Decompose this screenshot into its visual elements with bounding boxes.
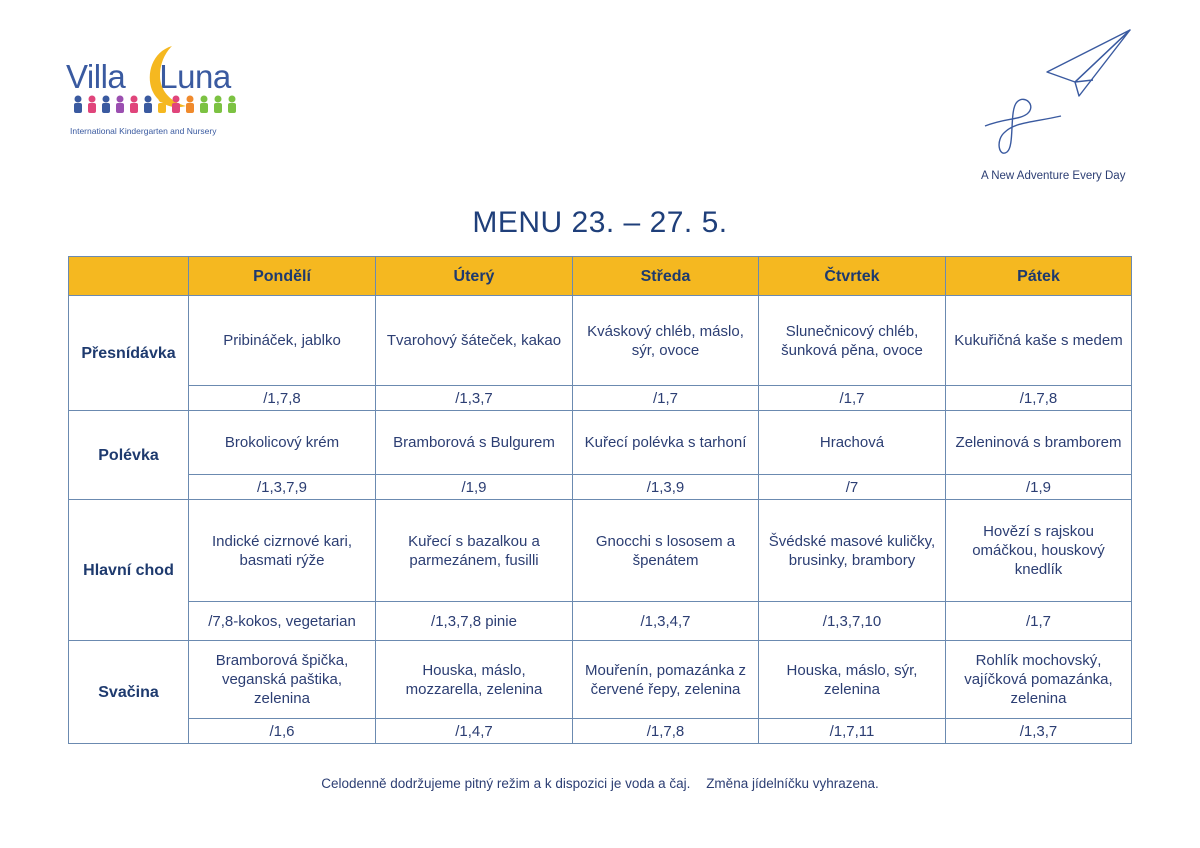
meal-cell: Pribináček, jablko bbox=[189, 296, 376, 386]
allergen-cell: /1,7 bbox=[946, 602, 1132, 641]
allergen-cell: /1,7 bbox=[573, 386, 759, 411]
footer-drinking-note: Celodenně dodržujeme pitný režim a k dispozici je voda a čaj. bbox=[321, 776, 691, 791]
row-label: Svačina bbox=[69, 641, 189, 744]
meal-cell: Kuřecí polévka s tarhoní bbox=[573, 411, 759, 475]
meal-cell: Tvarohový šáteček, kakao bbox=[376, 296, 573, 386]
meal-row bbox=[69, 641, 1132, 719]
meal-cell: Houska, máslo, sýr, zelenina bbox=[759, 641, 946, 719]
meal-cell: Bramborová špička, veganská paštika, zelenina bbox=[189, 641, 376, 719]
allergen-cell: /7,8-kokos, vegetarian bbox=[189, 602, 376, 641]
allergen-cell: /1,4,7 bbox=[376, 719, 573, 744]
footer-change-note: Změna jídelníčku vyhrazena. bbox=[706, 776, 879, 791]
allergen-row bbox=[69, 719, 1132, 744]
logo-word-luna: Luna bbox=[159, 58, 231, 95]
day-header: Pondělí bbox=[189, 257, 376, 296]
tagline: A New Adventure Every Day bbox=[981, 170, 1126, 182]
meal-row bbox=[69, 296, 1132, 386]
allergen-row bbox=[69, 602, 1132, 641]
allergen-cell: /1,3,7,10 bbox=[759, 602, 946, 641]
row-label: Hlavní chod bbox=[69, 500, 189, 641]
allergen-cell: /1,3,7 bbox=[946, 719, 1132, 744]
day-header: Úterý bbox=[376, 257, 573, 296]
allergen-cell: /7 bbox=[759, 475, 946, 500]
allergen-cell: /1,3,7,9 bbox=[189, 475, 376, 500]
allergen-row bbox=[69, 475, 1132, 500]
villa-luna-logo bbox=[64, 44, 254, 140]
meal-cell: Mouřenín, pomazánka z červené řepy, zelenina bbox=[573, 641, 759, 719]
allergen-cell: /1,3,7,8 pinie bbox=[376, 602, 573, 641]
meal-cell: Slunečnicový chléb, šunková pěna, ovoce bbox=[759, 296, 946, 386]
meal-cell: Bramborová s Bulgurem bbox=[376, 411, 573, 475]
meal-cell: Švédské masové kuličky, brusinky, brambory bbox=[759, 500, 946, 602]
allergen-cell: /1,3,4,7 bbox=[573, 602, 759, 641]
logo-word-villa: Villa bbox=[66, 58, 126, 95]
meal-cell: Kváskový chléb, máslo, sýr, ovoce bbox=[573, 296, 759, 386]
row-label: Přesnídávka bbox=[69, 296, 189, 411]
meal-cell: Brokolicový krém bbox=[189, 411, 376, 475]
corner-cell bbox=[69, 257, 189, 296]
allergen-cell: /1,9 bbox=[946, 475, 1132, 500]
allergen-cell: /1,6 bbox=[189, 719, 376, 744]
day-header: Pátek bbox=[946, 257, 1132, 296]
allergen-row bbox=[69, 386, 1132, 411]
allergen-cell: /1,7,8 bbox=[946, 386, 1132, 411]
allergen-cell: /1,7,8 bbox=[573, 719, 759, 744]
meal-row bbox=[69, 411, 1132, 475]
row-label: Polévka bbox=[69, 411, 189, 500]
allergen-cell: /1,3,9 bbox=[573, 475, 759, 500]
meal-cell: Rohlík mochovský, vajíčková pomazánka, zelenina bbox=[946, 641, 1132, 719]
meal-cell: Kukuřičná kaše s medem bbox=[946, 296, 1132, 386]
meal-cell: Kuřecí s bazalkou a parmezánem, fusilli bbox=[376, 500, 573, 602]
meal-cell: Zeleninová s bramborem bbox=[946, 411, 1132, 475]
allergen-cell: /1,7,8 bbox=[189, 386, 376, 411]
allergen-cell: /1,3,7 bbox=[376, 386, 573, 411]
allergen-cell: /1,9 bbox=[376, 475, 573, 500]
meal-cell: Gnocchi s lososem a špenátem bbox=[573, 500, 759, 602]
allergen-cell: /1,7,11 bbox=[759, 719, 946, 744]
allergen-cell: /1,7 bbox=[759, 386, 946, 411]
logo-subtitle: International Kindergarten and Nursery bbox=[70, 126, 217, 136]
header-row bbox=[69, 257, 1132, 296]
menu-table bbox=[68, 256, 1132, 744]
day-header: Čtvrtek bbox=[759, 257, 946, 296]
meal-cell: Indické cizrnové kari, basmati rýže bbox=[189, 500, 376, 602]
day-header: Středa bbox=[573, 257, 759, 296]
meal-cell: Houska, máslo, mozzarella, zelenina bbox=[376, 641, 573, 719]
footer-note bbox=[0, 776, 1200, 791]
paper-plane-icon bbox=[975, 22, 1140, 162]
menu-title: MENU 23. – 27. 5. bbox=[472, 206, 728, 239]
children-row-icon bbox=[72, 94, 242, 120]
meal-cell: Hrachová bbox=[759, 411, 946, 475]
meal-cell: Hovězí s rajskou omáčkou, houskový knedlík bbox=[946, 500, 1132, 602]
meal-row bbox=[69, 500, 1132, 602]
